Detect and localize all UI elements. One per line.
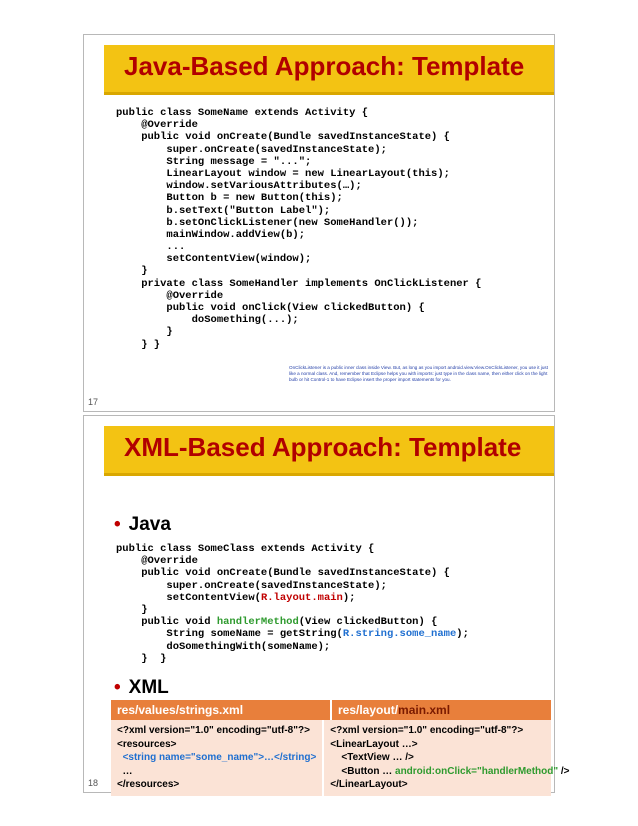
bullet-xml bbox=[114, 677, 169, 699]
xml-files-table bbox=[111, 700, 570, 796]
code-line: ... bbox=[116, 241, 186, 254]
xml-line: <Button … android:onClick="handlerMethod" /> bbox=[330, 765, 570, 777]
code-line: doSomething(...); bbox=[116, 314, 299, 327]
code-line: b.setText("Button Label"); bbox=[116, 204, 331, 217]
code-line: mainWindow.addView(b); bbox=[116, 228, 306, 241]
code-line: super.onCreate(savedInstanceState); bbox=[116, 579, 387, 592]
code-line: public class SomeClass extends Activity { bbox=[116, 543, 375, 555]
xml-line: </LinearLayout> bbox=[330, 779, 408, 790]
xml-line: <?xml version="1.0" encoding="utf-8"?> bbox=[117, 725, 310, 736]
code-line: public class SomeName extends Activity { bbox=[116, 107, 369, 119]
code-line: setContentView(R.layout.main); bbox=[116, 591, 356, 604]
strings-xml-content bbox=[111, 720, 322, 796]
header-main-xml bbox=[330, 700, 551, 720]
code-line: public void handlerMethod(View clickedButton) { bbox=[116, 616, 438, 629]
code-line: public void onClick(View clickedButton) { bbox=[116, 302, 425, 314]
xml-line: <TextView … /> bbox=[330, 752, 414, 763]
page-number: 18 bbox=[88, 778, 99, 788]
header-main-xml-emph: main.xml bbox=[398, 703, 451, 717]
code-line: doSomethingWith(someName); bbox=[116, 640, 331, 653]
code-line: public void onCreate(Bundle savedInstanceState) { bbox=[116, 567, 450, 580]
code-line: } bbox=[116, 326, 173, 339]
xml-line: <string name="some_name">…</string> bbox=[122, 752, 317, 763]
slide-java-approach bbox=[83, 34, 555, 412]
code-line: @Override bbox=[116, 555, 198, 568]
code-line: String message = "..."; bbox=[116, 155, 312, 168]
code-line: } } bbox=[116, 338, 161, 351]
slide-left-bar bbox=[84, 416, 104, 792]
code-line: public void onCreate(Bundle savedInstanceState) { bbox=[116, 131, 450, 144]
xml-table-header bbox=[111, 700, 551, 720]
footnote: OnClickListener is a public inner class inside View. But, as long as you import android.view.View.OnClickListener, you use it just like a normal class. And, remember that Eclipse helps you with imports: just type in the class name, then either click on the light bulb or hit Control-1 to have Eclipse insert the proper import statements for you. bbox=[289, 365, 548, 382]
code-line: setContentView(window); bbox=[116, 253, 312, 266]
xml-line: </resources> bbox=[117, 779, 180, 790]
xml-line: <LinearLayout …> bbox=[330, 738, 418, 750]
bullet-dot-icon: • bbox=[114, 514, 121, 535]
code-line: @Override bbox=[116, 119, 198, 132]
java-code-block bbox=[116, 543, 469, 665]
code-line: @Override bbox=[116, 289, 224, 302]
code-line: LinearLayout window = new LinearLayout(this); bbox=[116, 167, 450, 180]
slide-title: Java-Based Approach: Template bbox=[124, 51, 525, 81]
code-line: Button b = new Button(this); bbox=[116, 192, 343, 205]
header-strings-xml: res/values/strings.xml bbox=[117, 703, 244, 717]
slide-title: XML-Based Approach: Template bbox=[124, 432, 522, 462]
xml-table-body bbox=[111, 720, 570, 796]
slide-xml-approach bbox=[83, 415, 570, 793]
code-line: super.onCreate(savedInstanceState); bbox=[116, 143, 387, 156]
bullet-java-label: Java bbox=[128, 514, 171, 535]
page-number: 17 bbox=[88, 397, 99, 407]
java-code-block bbox=[116, 107, 481, 351]
bullet-java bbox=[114, 514, 171, 536]
bullet-dot-icon: • bbox=[114, 677, 121, 698]
code-line: } bbox=[116, 603, 148, 616]
slide-left-bar bbox=[84, 35, 104, 411]
code-line: window.setVariousAttributes(…); bbox=[116, 180, 362, 193]
code-line: b.setOnClickListener(new SomeHandler()); bbox=[116, 216, 419, 229]
xml-line: <?xml version="1.0" encoding="utf-8"?> bbox=[330, 725, 524, 736]
code-line: String someName = getString(R.string.some_name); bbox=[116, 628, 469, 641]
code-line: private class SomeHandler implements OnClickListener { bbox=[116, 277, 482, 290]
main-xml-content bbox=[322, 720, 575, 796]
xml-line: … bbox=[117, 765, 133, 777]
xml-line: <resources> bbox=[117, 738, 177, 750]
bullet-xml-label: XML bbox=[128, 677, 169, 698]
code-line: } bbox=[116, 265, 148, 278]
code-line: } } bbox=[116, 652, 167, 665]
header-main-xml-prefix: res/layout/ bbox=[338, 703, 399, 717]
